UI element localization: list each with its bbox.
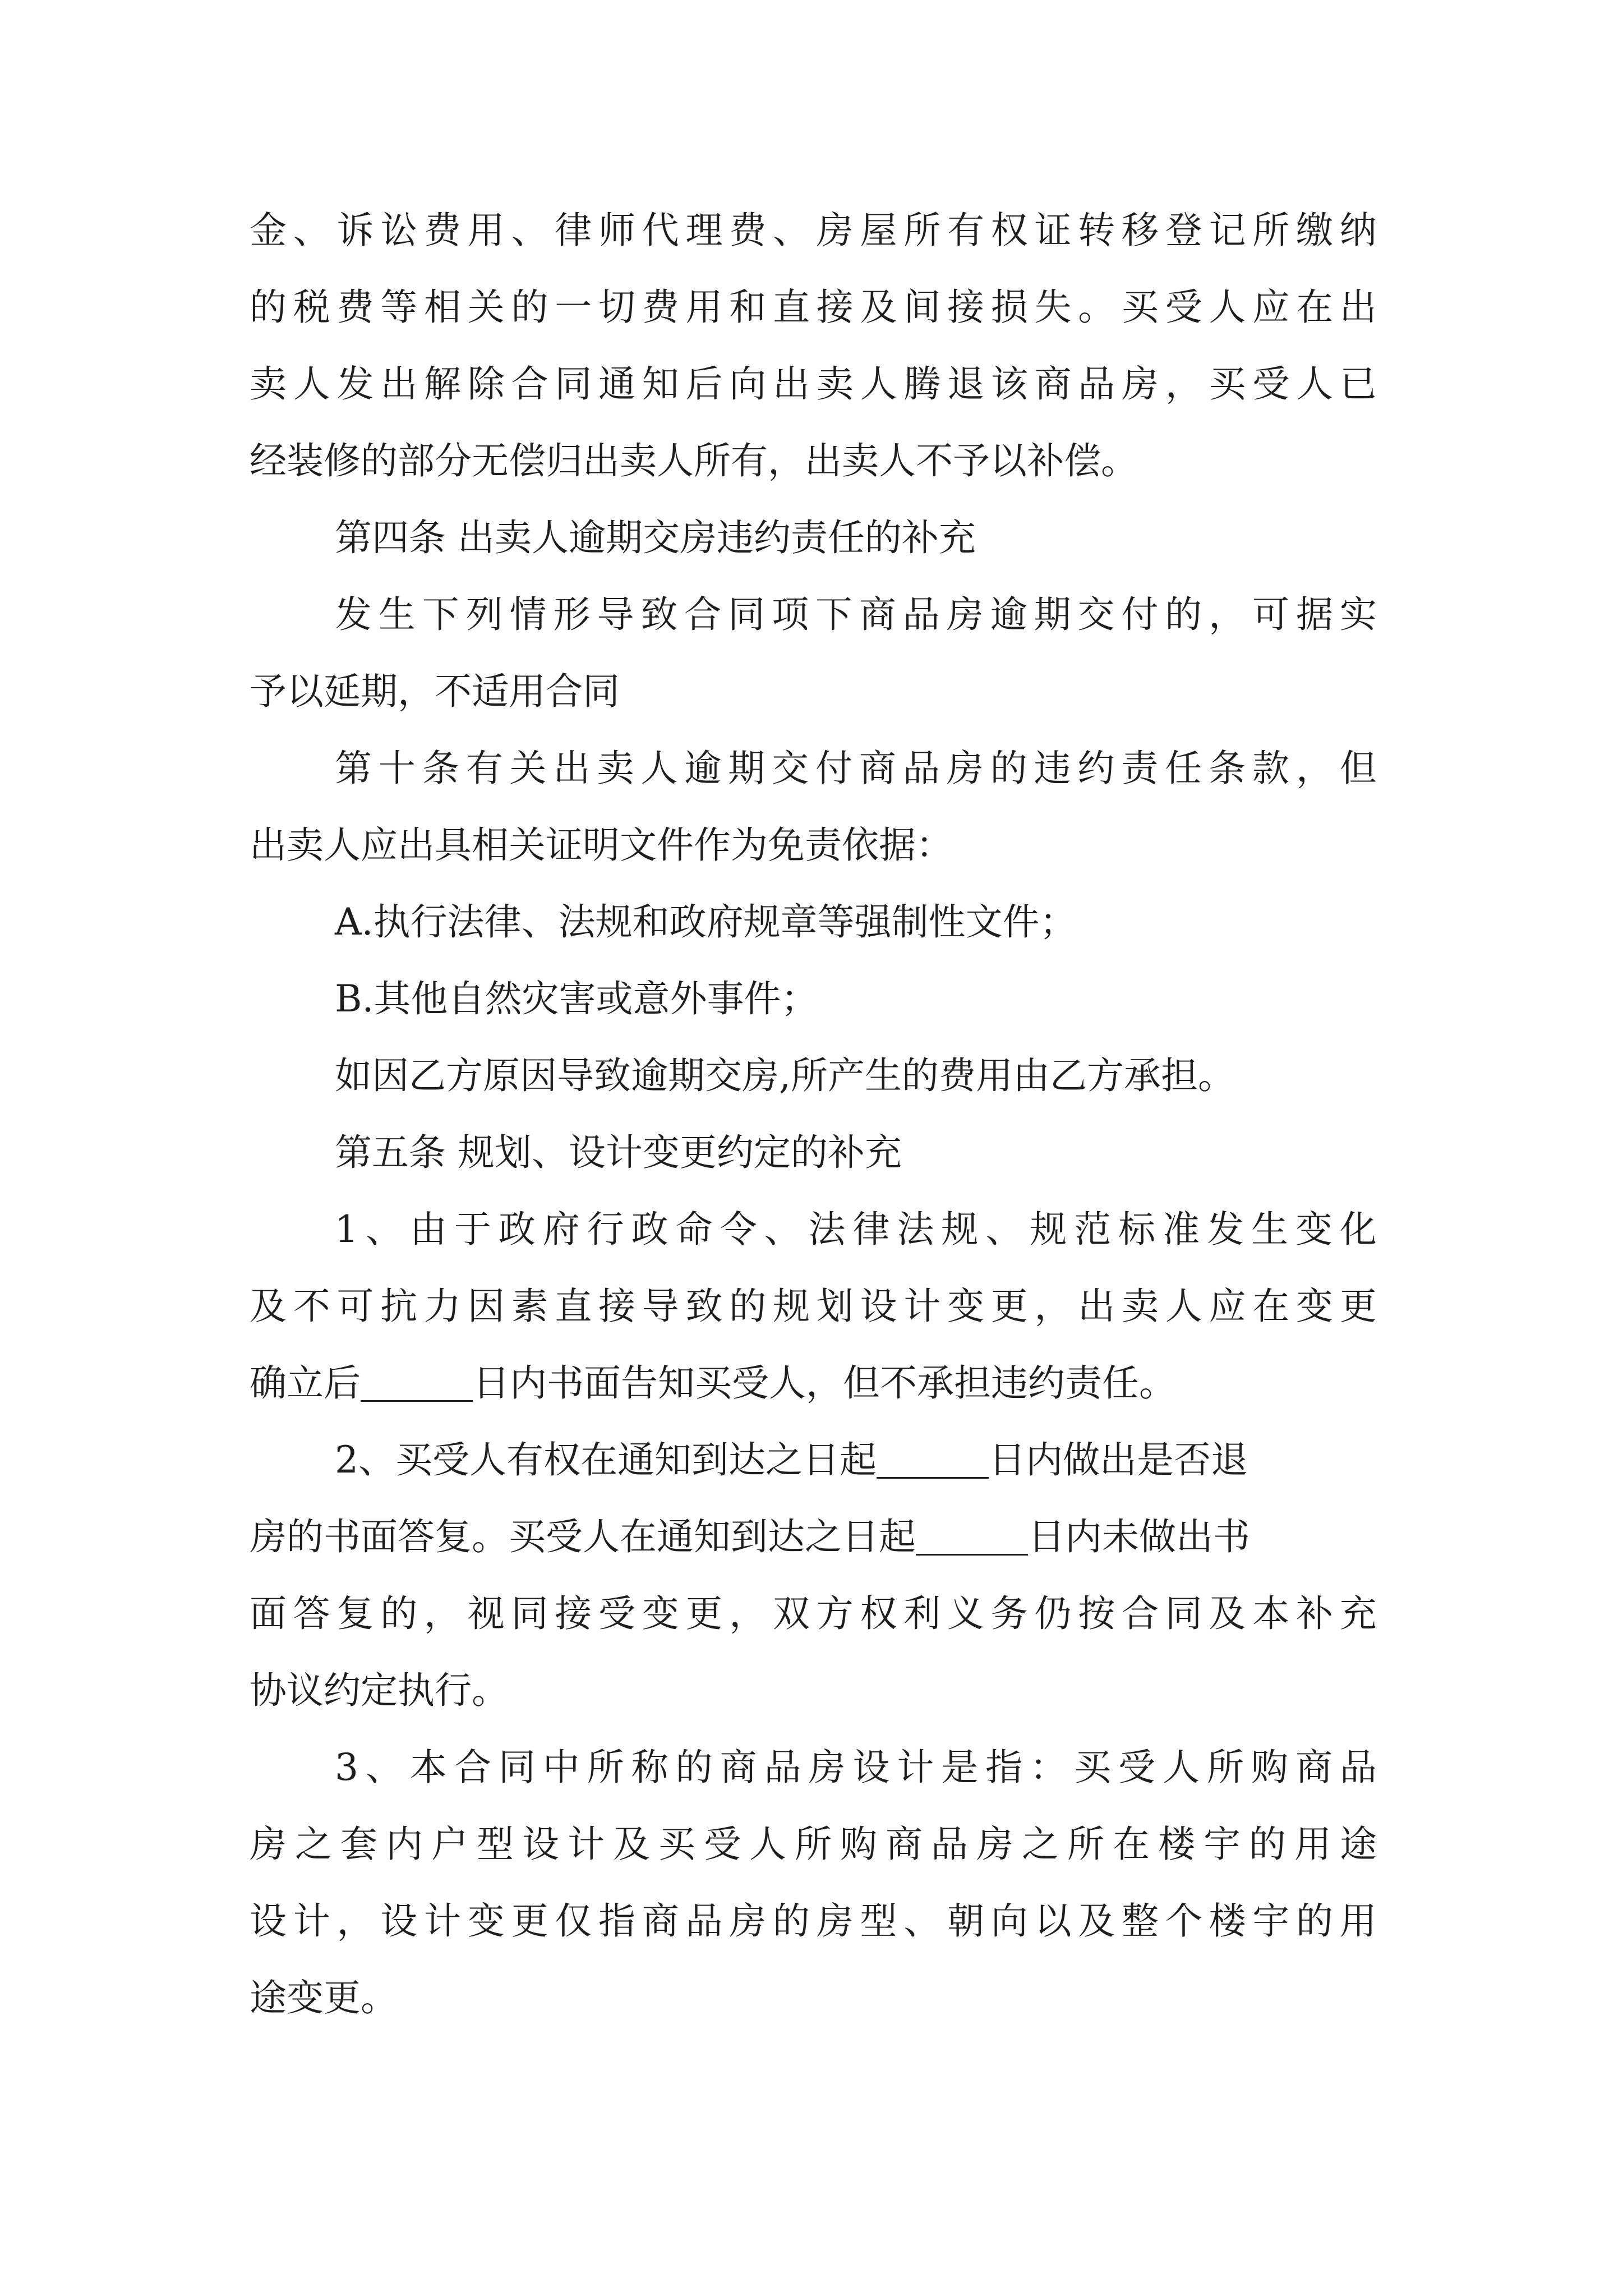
text-line: 予以延期，不适用合同 bbox=[250, 670, 620, 713]
text-line: 的 税 费 等 相 关 的 一 切 费 用 和 直 接 及 间 接 损 失 。 买 受 人 应 在 出 bbox=[250, 286, 1377, 329]
text-line: 途变更。 bbox=[250, 1976, 398, 2019]
article-heading: 第四条 出卖人逾期交房违约责任的补充 bbox=[335, 516, 976, 559]
text-line: 及 不 可 抗 力 因 素 直 接 导 致 的 规 划 设 计 变 更 ， 出 卖 人 应 在 变 更 bbox=[250, 1285, 1377, 1328]
text-segment: 房的书面答复。买受人在通知到达之日起 bbox=[250, 1515, 916, 1558]
text-segment: 2、买受人有权在通知到达之日起 bbox=[335, 1438, 877, 1481]
text-line: 1 、 由 于 政 府 行 政 命 令 、 法 律 法 规 、 规 范 标 准 发 生 变 化 bbox=[335, 1208, 1377, 1251]
text-line: 面 答 复 的 ， 视 同 接 受 变 更 ， 双 方 权 利 义 务 仍 按 合 同 及 本 补 充 bbox=[250, 1592, 1377, 1635]
text-line: 协议约定执行。 bbox=[250, 1669, 509, 1712]
text-line-with-blank bbox=[335, 1438, 1248, 1481]
text-line: 经装修的部分无偿归出卖人所有，出卖人不予以补偿。 bbox=[250, 439, 1138, 482]
text-line: 金 、 诉 讼 费 用 、 律 师 代 理 费 、 房 屋 所 有 权 证 转 移 登 记 所 缴 纳 bbox=[250, 209, 1377, 252]
fill-in-blank bbox=[361, 1366, 473, 1402]
text-segment: 日内做出是否退 bbox=[989, 1438, 1248, 1481]
text-line-with-blank bbox=[250, 1361, 1176, 1405]
text-line: 发 生 下 列 情 形 导 致 合 同 项 下 商 品 房 逾 期 交 付 的 ， 可 据 实 bbox=[335, 593, 1377, 636]
text-line: 如因乙方原因导致逾期交房,所产生的费用由乙方承担。 bbox=[335, 1054, 1235, 1097]
text-line: 房 之 套 内 户 型 设 计 及 买 受 人 所 购 商 品 房 之 所 在 楼 宇 的 用 途 bbox=[250, 1823, 1377, 1866]
text-segment: 日内未做出书 bbox=[1028, 1515, 1250, 1558]
fill-in-blank bbox=[877, 1443, 989, 1479]
text-line: 出卖人应出具相关证明文件作为免责依据： bbox=[250, 823, 953, 867]
text-segment: 确立后 bbox=[250, 1361, 361, 1405]
fill-in-blank bbox=[916, 1520, 1028, 1556]
list-item: B.其他自然灾害或意外事件； bbox=[335, 977, 818, 1020]
article-heading: 第五条 规划、设计变更约定的补充 bbox=[335, 1131, 902, 1174]
text-line: 第 十 条 有 关 出 卖 人 逾 期 交 付 商 品 房 的 违 约 责 任 条 款 ， 但 bbox=[335, 747, 1377, 790]
text-segment: 日内书面告知买受人，但不承担违约责任。 bbox=[473, 1361, 1176, 1405]
list-item: A.执行法律、法规和政府规章等强制性文件； bbox=[335, 900, 1077, 944]
text-line-with-blank bbox=[250, 1515, 1250, 1558]
text-line: 设 计 ， 设 计 变 更 仅 指 商 品 房 的 房 型 、 朝 向 以 及 整 个 楼 宇 的 用 bbox=[250, 1899, 1377, 1943]
text-line: 3 、 本 合 同 中 所 称 的 商 品 房 设 计 是 指 ： 买 受 人 所 购 商 品 bbox=[335, 1746, 1377, 1789]
text-line: 卖 人 发 出 解 除 合 同 通 知 后 向 出 卖 人 腾 退 该 商 品 房 ， 买 受 人 已 bbox=[250, 362, 1377, 406]
